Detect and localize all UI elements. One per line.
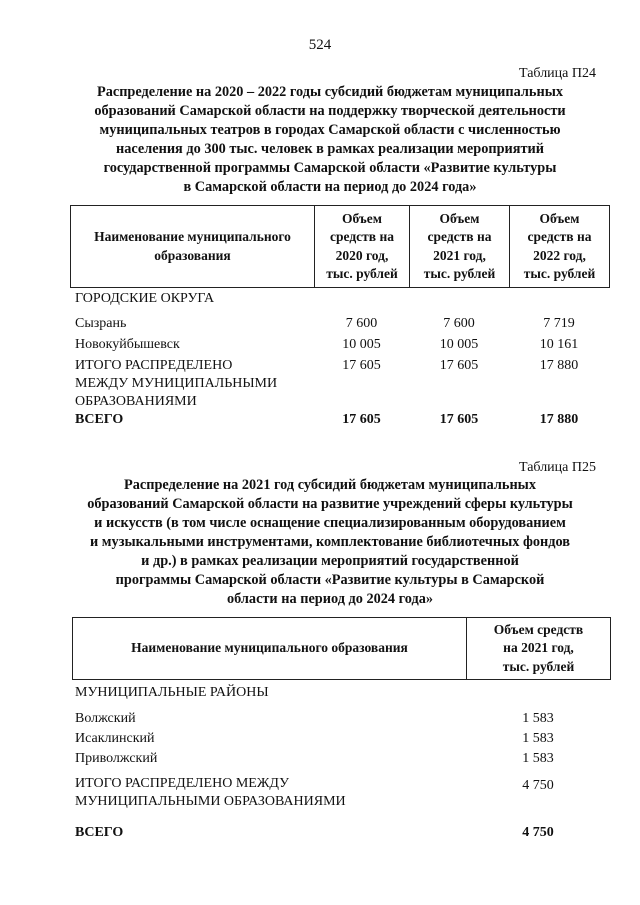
grand-total-label: ВСЕГО (75, 825, 124, 840)
header-2022: Объем средств на 2022 год, тыс. рублей (510, 206, 610, 288)
row-value-2020: 7 600 (345, 316, 378, 331)
caption-line: населения до 300 тыс. человек в рамках реализации мероприятий (115, 141, 545, 157)
row-name: Приволжский (75, 751, 158, 766)
caption-line: программы Самарской области «Развитие культуры в Самарской (115, 572, 545, 588)
row-value-2022: 10 161 (539, 337, 579, 352)
grand-total-2021: 17 605 (439, 412, 479, 427)
total-distributed-2021: 4 750 (522, 778, 554, 793)
table-p24-header (70, 205, 610, 288)
grand-total-2020: 17 605 (342, 412, 381, 427)
caption-line: и др.) в рамках реализации мероприятий государственной (141, 553, 519, 569)
caption-line: области на период до 2024 года» (226, 591, 434, 607)
row-value-2021: 7 600 (443, 316, 475, 331)
row-value-2021: 1 583 (522, 731, 554, 746)
section-heading: ГОРОДСКИЕ ОКРУГА (75, 291, 215, 306)
caption-line: Распределение на 2021 год субсидий бюджетам муниципальных (124, 477, 536, 493)
caption-line: и музыкальными инструментами, комплектование библиотечных фондов (90, 534, 570, 550)
table-p24-caption (60, 83, 600, 197)
table-p25-caption (60, 476, 600, 609)
row-value-2021: 1 583 (522, 751, 554, 766)
header-2021: Объем средств на 2021 год, тыс. рублей (410, 206, 510, 288)
header-name: Наименование муниципального образования (71, 206, 315, 288)
caption-line: государственной программы Самарской области «Развитие культуры (103, 160, 557, 176)
caption-line: в Самарской области на период до 2024 года» (183, 179, 477, 195)
row-name: Сызрань (75, 316, 127, 331)
row-value-2021: 1 583 (522, 711, 554, 726)
caption-line: Распределение на 2020 – 2022 годы субсидий бюджетам муниципальных (96, 84, 564, 100)
row-value-2021: 10 005 (439, 337, 479, 352)
row-name: Исаклинский (75, 731, 155, 746)
grand-total-2022: 17 880 (539, 412, 579, 427)
row-value-2022: 7 719 (543, 316, 575, 331)
total-distributed-label: ИТОГО РАСПРЕДЕЛЕНО МЕЖДУ МУНИЦИПАЛЬНЫМИ ОБРАЗОВАНИЯМИ (75, 358, 278, 409)
grand-total-2021: 4 750 (522, 825, 554, 840)
grand-total-label: ВСЕГО (75, 412, 124, 427)
row-name: Новокуйбышевск (75, 337, 180, 352)
header-2021: Объем средств на 2021 год, тыс. рублей (467, 618, 611, 680)
table-p24-label: Таблица П24 (519, 66, 596, 81)
row-name: Волжский (75, 711, 136, 726)
total-distributed-2022: 17 880 (539, 358, 579, 373)
total-distributed-2020: 17 605 (342, 358, 381, 373)
caption-line: муниципальных театров в городах Самарской области с численностью (99, 122, 561, 138)
page-number: 524 (308, 37, 332, 53)
row-value-2020: 10 005 (342, 337, 381, 352)
caption-line: образований Самарской области на развитие учреждений сферы культуры (87, 496, 573, 512)
caption-line: и искусств (в том числе оснащение специализированным оборудованием (94, 515, 566, 531)
header-2020: Объем средств на 2020 год, тыс. рублей (315, 206, 410, 288)
total-distributed-label: ИТОГО РАСПРЕДЕЛЕНО МЕЖДУ МУНИЦИПАЛЬНЫМИ ОБРАЗОВАНИЯМИ (75, 776, 346, 809)
caption-line: образований Самарской области на поддержку творческой деятельности (94, 103, 566, 119)
total-distributed-2021: 17 605 (439, 358, 479, 373)
section-heading: МУНИЦИПАЛЬНЫЕ РАЙОНЫ (75, 685, 269, 700)
header-name: Наименование муниципального образования (73, 618, 467, 680)
table-p25-label: Таблица П25 (519, 460, 596, 475)
table-p25-header (72, 617, 611, 680)
